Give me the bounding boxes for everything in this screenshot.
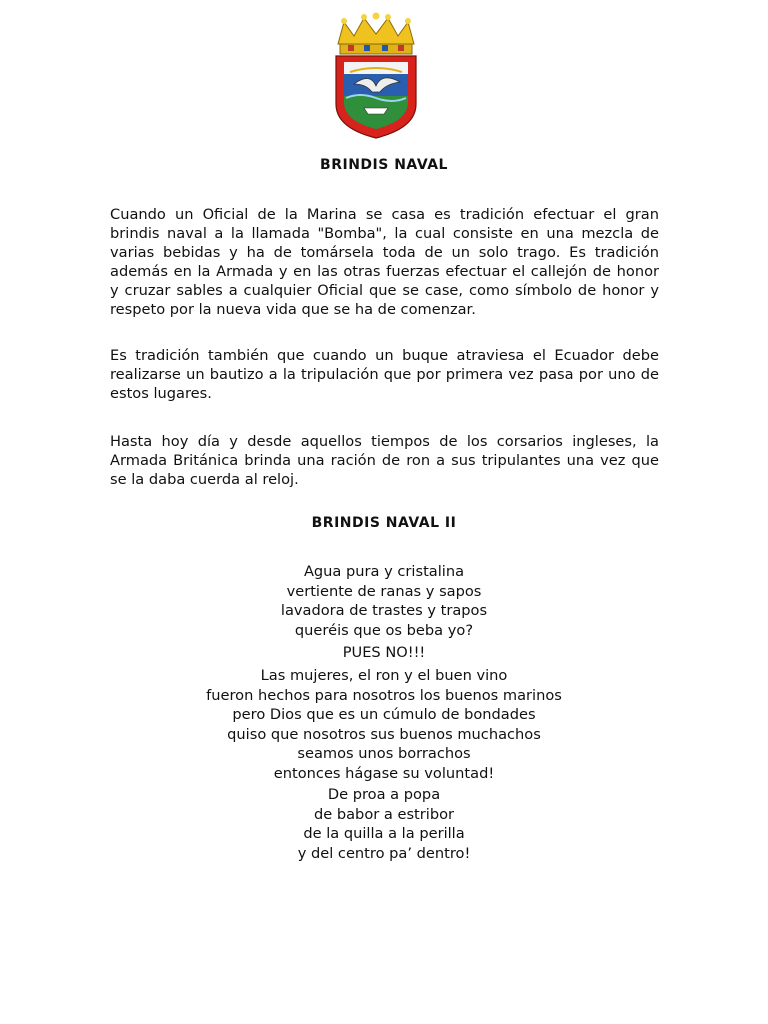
paragraph: Hasta hoy día y desde aquellos tiempos de los corsarios ingleses, la Armada Británica brinda una ración de ron a sus tripulantes una vez que se la daba cuerda al reloj. (110, 433, 659, 488)
poem-line: Agua pura y cristalina (303, 563, 465, 580)
poem-line: entonces hágase su voluntad! (273, 764, 495, 782)
poem-line: pero Dios que es un cúmulo de bondades (232, 706, 536, 723)
poem-stanza (0, 666, 768, 783)
poem-line: queréis que os beba yo? (294, 621, 474, 639)
poem-line: De proa a popa (327, 786, 441, 803)
poem-line: fueron hechos para nosotros los buenos marinos (206, 686, 562, 704)
poem-stanza (0, 785, 768, 863)
title-brindis-naval-ii: BRINDIS NAVAL II (311, 515, 457, 531)
poem-line: lavadora de trastes y trapos (280, 602, 488, 619)
poem-line: vertiente de ranas y sapos (286, 582, 482, 600)
poem-line: de la quilla a la perilla (303, 825, 465, 842)
poem-line: de babor a estribor (313, 805, 455, 823)
poem-line: seamos unos borrachos (297, 745, 471, 762)
poem-stanza (0, 562, 768, 640)
title-brindis-naval: BRINDIS NAVAL (320, 157, 448, 173)
poem-line: PUES NO!!! (342, 644, 426, 661)
poem-stanza (0, 643, 768, 663)
crown-icon (338, 13, 414, 55)
naval-coat-of-arms-icon (330, 12, 422, 140)
paragraph: Cuando un Oficial de la Marina se casa es tradición efectuar el gran brindis naval a la llamada "Bomba", la cual consiste en una mezcla de varias bebidas y ha de tomársela toda de un solo trago. Es tradición además en la Armada y en las otras fuerzas efectuar el callejón de honor y cruzar sables a cualquier Oficial que se case, como símbolo de honor y respeto por la nueva vida que se ha de comenzar. (110, 206, 659, 318)
poem-line: quiso que nosotros sus buenos muchachos (227, 725, 541, 743)
poem-line: y del centro pa’ dentro! (297, 844, 471, 862)
poem-line: Las mujeres, el ron y el buen vino (260, 667, 508, 684)
paragraph: Es tradición también que cuando un buque atraviesa el Ecuador debe realizarse un bautizo a la tripulación que por primera vez pasa por uno de estos lugares. (110, 347, 659, 402)
